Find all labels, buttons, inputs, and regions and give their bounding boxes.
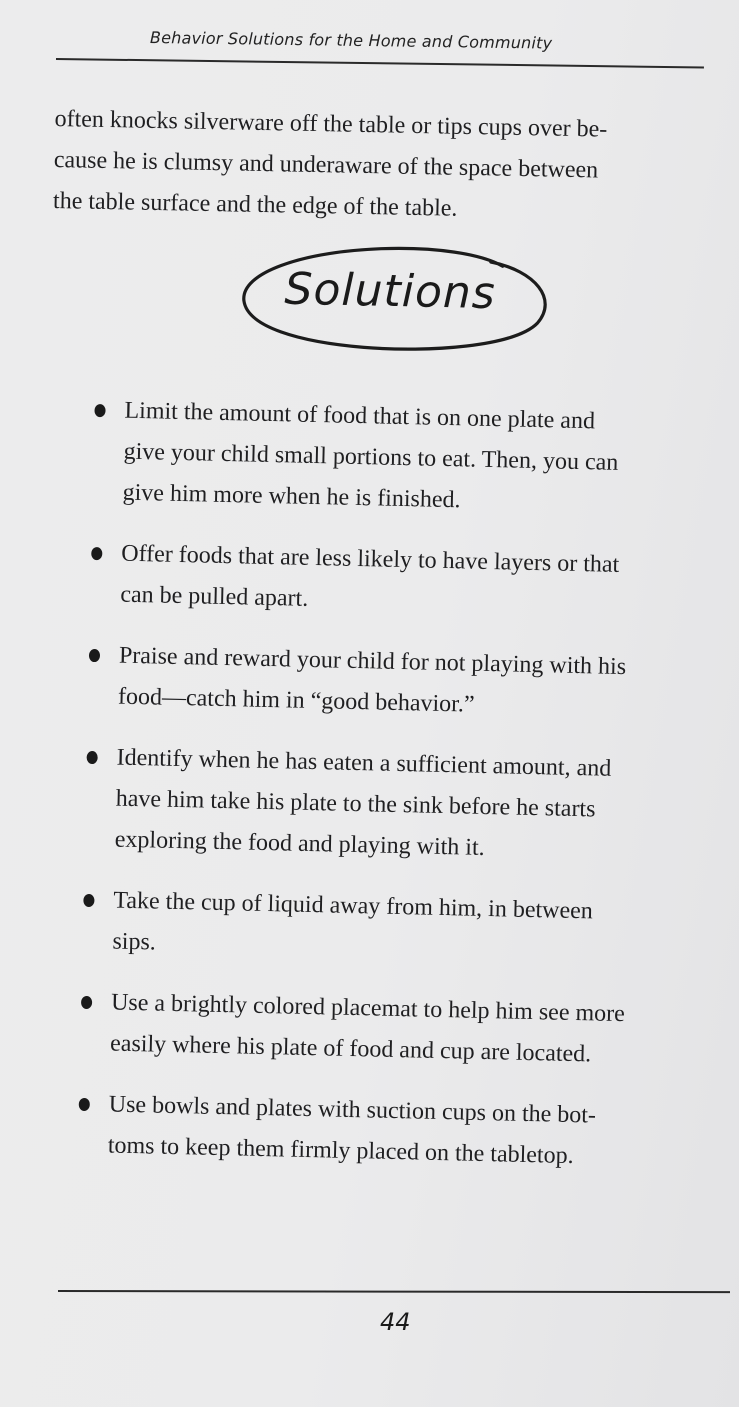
bullet-icon [87, 751, 98, 764]
header-rule [56, 58, 704, 68]
bullet-icon [79, 1098, 90, 1111]
intro-line: cause he is clumsy and underaware of the space between [53, 146, 599, 184]
list-item-line: Praise and reward your child for not playing with his [118, 642, 627, 681]
list-item [80, 982, 712, 1078]
list-item-line: Limit the amount of food that is on one plate and [124, 397, 596, 435]
intro-paragraph [53, 99, 715, 235]
list-item-line: exploring the food and playing with it. [114, 826, 485, 861]
list-item-line: Identify when he has eaten a sufficient amount, and [116, 744, 612, 782]
list-item-line: Use a brightly colored placemat to help him see more [110, 989, 626, 1028]
list-item-line: can be pulled apart. [120, 581, 309, 612]
bullet-icon [81, 996, 92, 1009]
footer-rule [58, 1290, 730, 1293]
list-item [82, 880, 714, 976]
bullet-icon [89, 649, 100, 662]
list-item-line: Offer foods that are less likely to have layers or that [120, 540, 620, 578]
solutions-title: Solutions [284, 263, 497, 320]
list-item-line: easily where his plate of food and cup are located. [109, 1030, 592, 1068]
intro-line: often knocks silverware off the table or tips cups over be- [54, 105, 608, 143]
list-item [84, 737, 717, 874]
list-item [92, 390, 725, 527]
running-header: Behavior Solutions for the Home and Community [149, 28, 553, 53]
list-item-line: Use bowls and plates with suction cups on the bot- [108, 1091, 597, 1129]
list-item [90, 533, 722, 629]
page-number: 44 [380, 1308, 411, 1336]
intro-line: the table surface and the edge of the table. [52, 187, 458, 222]
list-item-line: food—catch him in “good behavior.” [117, 683, 475, 718]
list-item-line: give him more when he is finished. [122, 479, 461, 514]
list-item [77, 1084, 709, 1180]
list-item-line: toms to keep them firmly placed on the tabletop. [107, 1132, 574, 1170]
list-item-line: give your child small portions to eat. Then, you can [123, 438, 619, 476]
bullet-icon [91, 547, 102, 560]
list-item-line: have him take his plate to the sink before he starts [115, 785, 596, 823]
solutions-heading [239, 241, 551, 357]
solutions-list [77, 390, 725, 1200]
list-item [88, 635, 720, 731]
list-item-line: sips. [112, 928, 157, 956]
bullet-icon [94, 404, 105, 417]
bullet-icon [83, 894, 94, 907]
list-item-line: Take the cup of liquid away from him, in between [113, 887, 594, 925]
